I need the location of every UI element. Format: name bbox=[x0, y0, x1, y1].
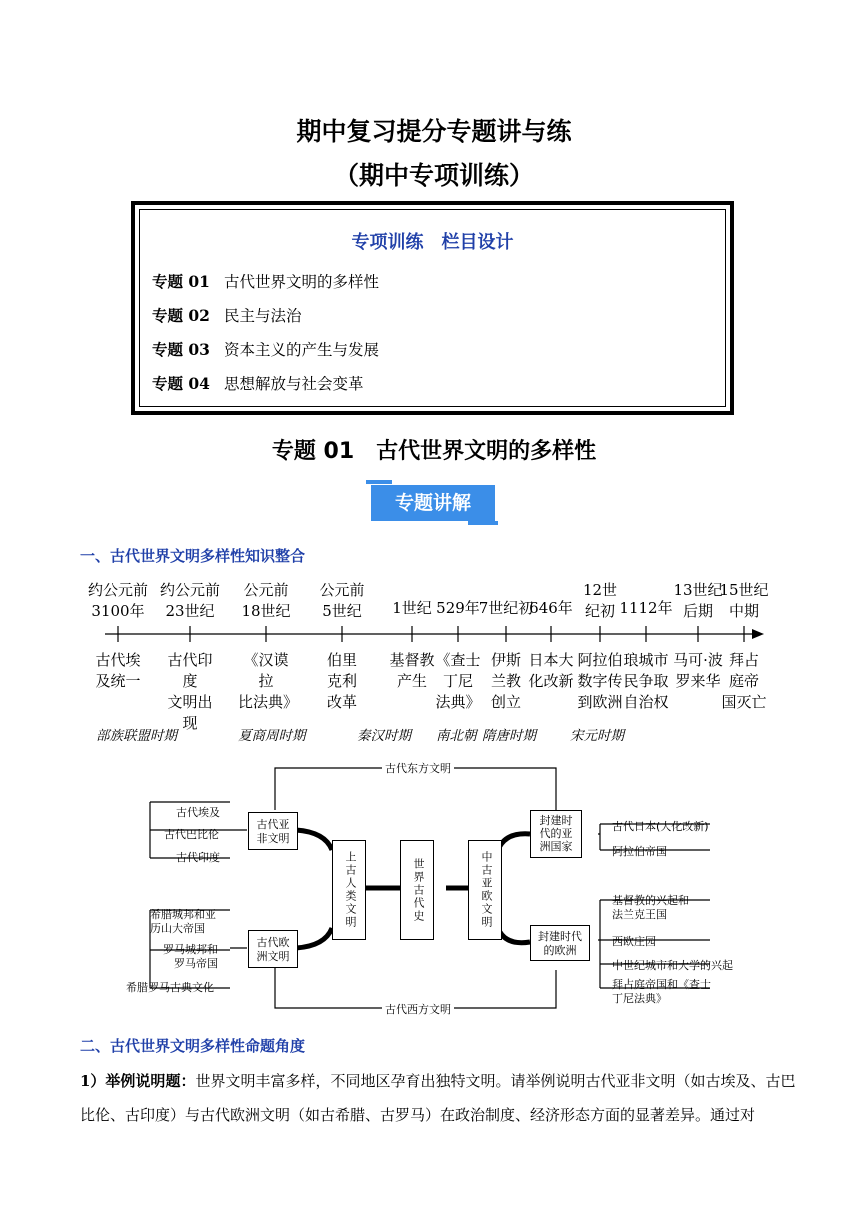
toc-item bbox=[152, 338, 379, 360]
timeline-period: 隋唐时期 bbox=[482, 728, 536, 744]
toc-item-num: 专题 03 bbox=[152, 340, 210, 359]
timeline-event: 琅城市 民争取 自治权 bbox=[623, 651, 669, 711]
toc-item-label: 思想解放与社会变革 bbox=[223, 375, 364, 393]
page-title: 期中复习提分专题讲与练 bbox=[296, 117, 572, 146]
timeline-date: 529年 bbox=[436, 599, 480, 617]
question-label: 1）举例说明题： bbox=[80, 1072, 196, 1090]
timeline-date: 约公元前 23世纪 bbox=[159, 581, 220, 620]
timeline-period: 宋元时期 bbox=[570, 728, 624, 744]
node-ancient-babylon: 古代巴比伦 bbox=[164, 828, 219, 841]
timeline-date: 7世纪初 bbox=[478, 599, 534, 617]
node-greek-city-states: 希腊城邦和亚 历山大帝国 bbox=[150, 908, 216, 935]
node-asia-africa: 古代亚 非文明 bbox=[248, 812, 298, 850]
timeline-date: 12世 纪初 bbox=[582, 581, 618, 620]
toc-item-label: 古代世界文明的多样性 bbox=[223, 273, 379, 291]
timeline-period: 秦汉时期 bbox=[357, 728, 411, 744]
banner-decoration bbox=[468, 521, 498, 525]
timeline-event: 《查士 丁尼 法典》 bbox=[435, 651, 481, 711]
timeline-period: 部族联盟时期 bbox=[96, 728, 177, 744]
page-subtitle: （期中专项训练） bbox=[333, 161, 534, 190]
timeline-event: 拜占 庭帝 国灭亡 bbox=[721, 651, 767, 711]
node-byzantine-justinian: 拜占庭帝国和《查士 丁尼法典》 bbox=[612, 978, 711, 1005]
timeline-date: 15世纪 中期 bbox=[719, 581, 769, 620]
section-title: 专题 01 古代世界文明的多样性 bbox=[271, 439, 597, 464]
node-ancient-civilization: 上古人类文明 bbox=[332, 840, 366, 940]
timeline-date: 1112年 bbox=[619, 599, 673, 617]
timeline-event: 基督教 产生 bbox=[389, 651, 435, 690]
node-manor: 西欧庄园 bbox=[612, 935, 656, 948]
timeline-event: 伊斯 兰教 创立 bbox=[490, 651, 521, 711]
timeline-event: 伯里 克利 改革 bbox=[326, 651, 357, 711]
node-classical-culture: 希腊罗马古典文化 bbox=[126, 981, 214, 994]
timeline-date: 约公元前 3100年 bbox=[87, 581, 148, 620]
node-ancient-egypt: 古代埃及 bbox=[176, 806, 220, 819]
node-arab-empire: 阿拉伯帝国 bbox=[612, 845, 667, 858]
toc-item-num: 专题 02 bbox=[152, 306, 210, 325]
toc-item bbox=[152, 270, 379, 292]
section-banner: 专题讲解 bbox=[371, 485, 495, 521]
toc-item-num: 专题 01 bbox=[152, 272, 210, 291]
node-europe: 古代欧 洲文明 bbox=[248, 930, 298, 968]
node-roman-empire: 罗马城邦和 罗马帝国 bbox=[163, 943, 218, 970]
toc-item bbox=[152, 304, 301, 326]
subsection-heading: 二、古代世界文明多样性命题角度 bbox=[80, 1037, 306, 1055]
timeline-axis bbox=[0, 620, 868, 650]
toc-box bbox=[131, 201, 734, 415]
toc-item-label: 资本主义的产生与发展 bbox=[223, 341, 379, 359]
node-feudal-asia: 封建时 代的亚 洲国家 bbox=[530, 810, 582, 858]
node-medieval-civilization: 中古亚欧文明 bbox=[468, 840, 502, 940]
node-feudal-europe: 封建时代 的欧洲 bbox=[530, 925, 590, 961]
toc-heading: 专项训练 栏目设计 bbox=[351, 232, 514, 253]
node-world-ancient-history: 世界古代史 bbox=[400, 840, 434, 940]
timeline-date: 13世纪 后期 bbox=[673, 581, 723, 620]
timeline-event: 阿拉伯 数字传 到欧洲 bbox=[577, 651, 623, 711]
diagram-label-west: 古代西方文明 bbox=[382, 1001, 454, 1017]
timeline-date: 公元前 18世纪 bbox=[241, 581, 291, 620]
toc-item-label: 民主与法治 bbox=[223, 307, 302, 325]
toc-item bbox=[152, 372, 363, 394]
timeline-event: 日本大 化改新 bbox=[528, 651, 574, 690]
arrow-right-icon bbox=[752, 629, 764, 639]
timeline-event: 《汉谟拉 比法典》 bbox=[238, 651, 299, 711]
node-ancient-india: 古代印度 bbox=[176, 851, 220, 864]
node-medieval-cities: 中世纪城市和大学的兴起 bbox=[612, 959, 733, 972]
node-japan-taika: 古代日本(大化改新) bbox=[612, 820, 709, 833]
question-paragraph bbox=[80, 1064, 796, 1132]
timeline-date: 646年 bbox=[529, 599, 573, 617]
diagram-label-east: 古代东方文明 bbox=[382, 760, 454, 776]
node-christianity-franks: 基督教的兴起和 法兰克王国 bbox=[612, 894, 689, 921]
timeline-event: 古代埃 及统一 bbox=[95, 651, 141, 690]
toc-item-num: 专题 04 bbox=[152, 374, 210, 393]
banner-decoration bbox=[366, 480, 392, 484]
timeline-period: 夏商周时期 bbox=[238, 728, 306, 744]
timeline-date: 1世纪 bbox=[392, 599, 432, 617]
subsection-heading: 一、古代世界文明多样性知识整合 bbox=[80, 547, 306, 565]
timeline-event: 古代印度 文明出现 bbox=[167, 651, 213, 732]
timeline-date: 公元前 5世纪 bbox=[319, 581, 365, 620]
timeline-period: 南北朝 bbox=[436, 728, 477, 744]
question-text: 世界文明丰富多样，不同地区孕育出独特文明。请举例说明古代亚非文明（如古埃及、古巴比伦、古印度）与古代欧洲文明（如古希腊、古罗马）在政治制度、经济形态方面的显著差异。通过对 bbox=[80, 1072, 796, 1124]
timeline-event: 马可·波 罗来华 bbox=[673, 651, 723, 690]
